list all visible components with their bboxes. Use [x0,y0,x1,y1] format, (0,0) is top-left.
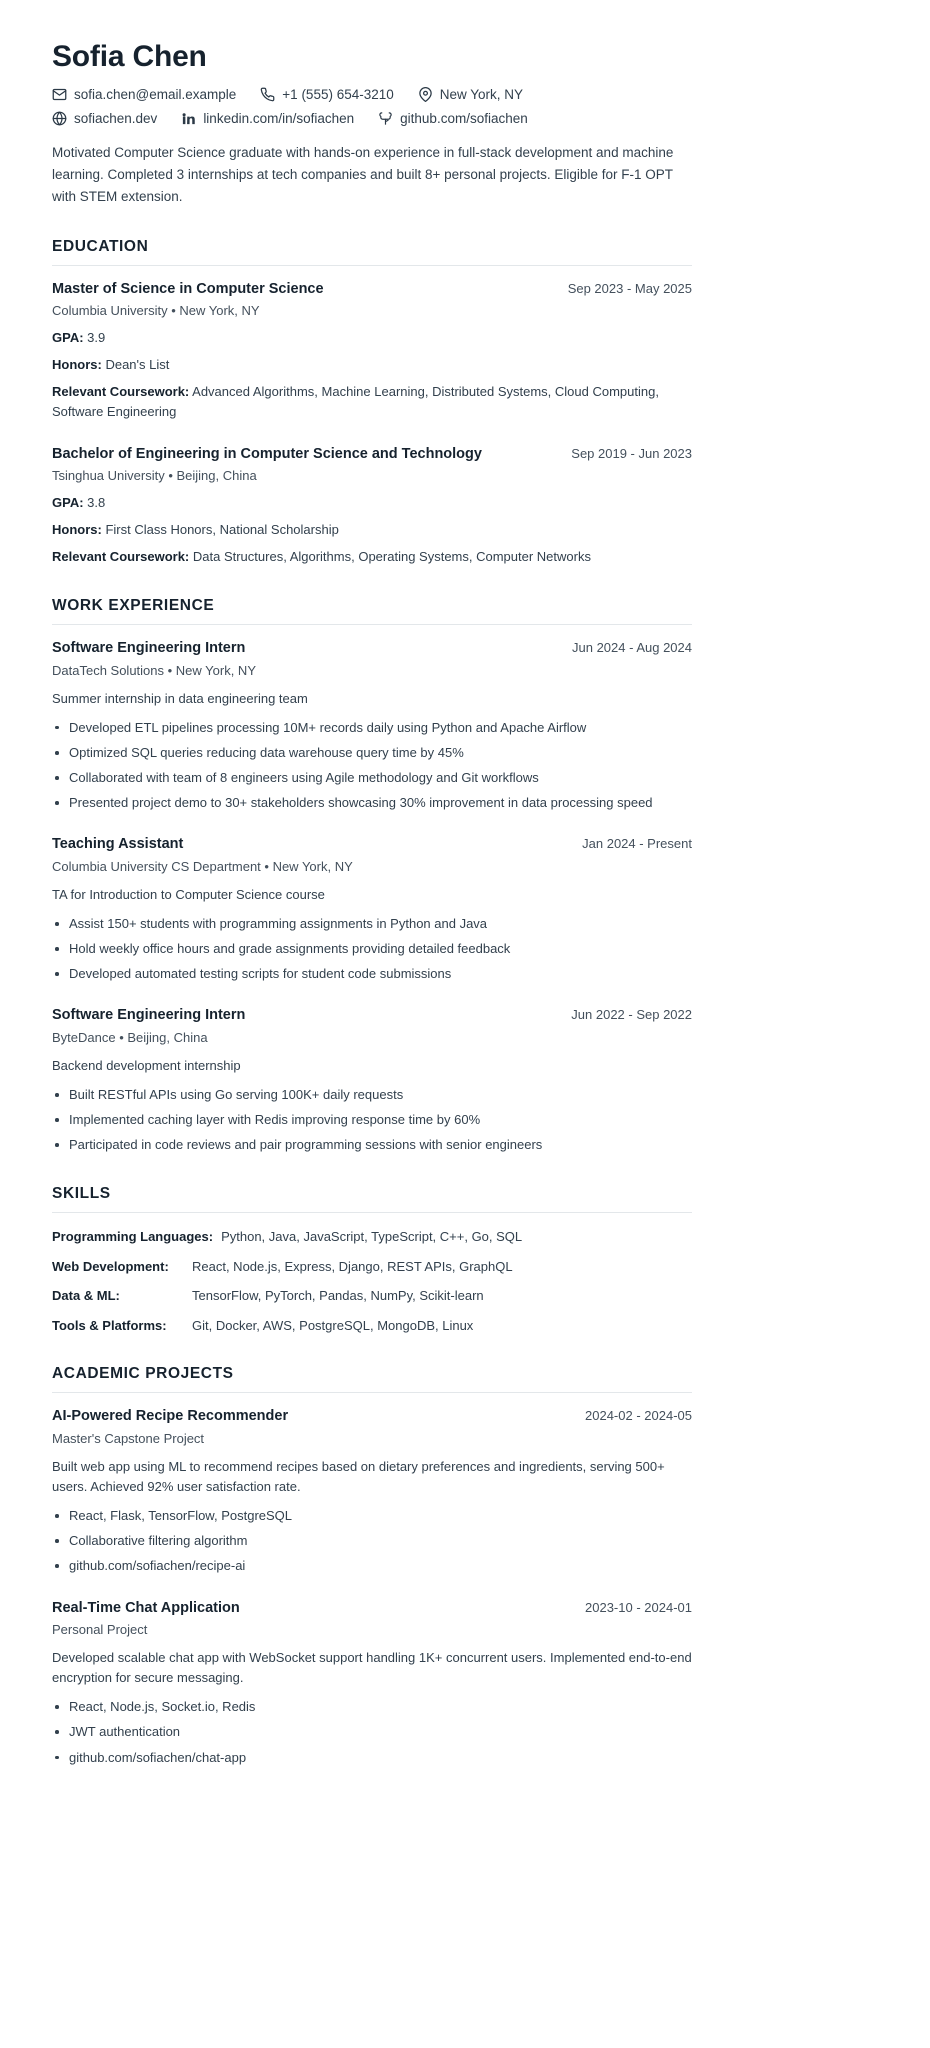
project-bullet-list [52,1506,692,1576]
education-school: Tsinghua University • Beijing, China [52,468,257,484]
work-entry [52,1006,692,1155]
link-linkedin[interactable] [181,111,354,126]
project-entry [52,1599,692,1768]
location-pin-icon [418,87,433,102]
education-gpa [52,328,692,348]
skill-values: React, Node.js, Express, Django, REST APIs, GraphQL [192,1258,513,1274]
education-honors-value: First Class Honors, National Scholarship [101,522,339,538]
work-company: DataTech Solutions • New York, NY [52,662,256,678]
skill-row [52,1227,692,1247]
project-bullet: React, Flask, TensorFlow, PostgreSQL [52,1506,692,1526]
work-role: Software Engineering Intern [52,640,246,657]
contact-location-text: New York, NY [439,87,524,102]
education-entry [52,445,692,568]
education-section [52,238,692,568]
work-company: ByteDance • Beijing, China [52,1030,208,1046]
professional-summary: Motivated Computer Science graduate with hands-on experience in full-stack development and machine learning. Completed 3 internships at tech companies and built 8+ personal projects. Eligible for F-1 OPT with STEM extension. [52,145,674,204]
education-school: Columbia University • New York, NY [52,303,260,319]
skill-row [52,1286,692,1306]
education-section-title: EDUCATION [52,237,149,255]
work-bullet: Built RESTful APIs using Go serving 100K+ daily requests [52,1085,692,1105]
linkedin-icon [181,111,196,126]
project-bullet: Collaborative filtering algorithm [52,1531,692,1551]
section-divider [52,265,692,266]
work-date: Jun 2022 - Sep 2022 [571,1007,692,1023]
work-note: Backend development internship [52,1057,241,1073]
work-company: Columbia University CS Department • New York, NY [52,859,353,875]
education-gpa-value: 3.8 [83,494,106,510]
education-coursework-value: Advanced Algorithms, Machine Learning, Distributed Systems, Cloud Computing, Software Engineering [52,384,659,420]
education-degree: Bachelor of Engineering in Computer Science and Technology [52,445,482,462]
section-divider [52,624,692,625]
project-date: 2024-02 - 2024-05 [585,1408,692,1424]
project-bullet: JWT authentication [52,1722,692,1742]
contact-phone-text: +1 (555) 654-3210 [282,87,394,102]
skill-category-label: Programming Languages: [52,1229,214,1245]
education-honors-label: Honors: [52,522,102,538]
link-github-text: github.com/sofiachen [400,111,528,126]
phone-icon [260,87,275,102]
education-entry [52,280,692,423]
link-website[interactable] [52,111,157,126]
work-note: TA for Introduction to Computer Science course [52,886,325,902]
education-degree: Master of Science in Computer Science [52,280,324,297]
project-description: Built web app using ML to recommend recipes based on dietary preferences and ingredients, serving 500+ users. Achieved 92% user satisfaction rate. [52,1458,665,1494]
education-coursework-label: Relevant Coursework: [52,549,190,565]
projects-section [52,1365,692,1767]
candidate-name: Sofia Chen [52,40,207,73]
links-row [52,111,692,126]
work-date: Jun 2024 - Aug 2024 [572,640,692,656]
section-divider [52,1392,692,1393]
work-entry [52,639,692,813]
project-subtitle: Master's Capstone Project [52,1430,205,1446]
section-divider [52,1212,692,1213]
project-entry-header [52,1599,692,1619]
github-icon [378,111,393,126]
education-gpa [52,493,692,513]
education-coursework-value: Data Structures, Algorithms, Operating Systems, Computer Networks [189,549,591,565]
work-bullet-list [52,914,692,984]
education-coursework [52,382,692,422]
work-bullet: Participated in code reviews and pair programming sessions with senior engineers [52,1135,692,1155]
education-honors-value: Dean's List [101,357,170,373]
work-note: Summer internship in data engineering team [52,690,308,706]
education-coursework [52,547,692,567]
resume-sheet [52,40,692,1768]
education-date: Sep 2023 - May 2025 [567,280,692,296]
skill-values: Git, Docker, AWS, PostgreSQL, MongoDB, Linux [192,1317,474,1333]
link-github[interactable] [378,111,528,126]
project-date: 2023-10 - 2024-01 [585,1599,692,1615]
contact-location [418,87,523,102]
education-date: Sep 2019 - Jun 2023 [571,445,692,461]
skill-row [52,1316,692,1336]
project-subtitle: Personal Project [52,1622,148,1638]
education-honors [52,520,692,540]
education-coursework-label: Relevant Coursework: [52,384,190,400]
education-entry-header [52,280,692,300]
contact-row [52,87,692,102]
work-bullet: Assist 150+ students with programming assignments in Python and Java [52,914,692,934]
work-bullet: Implemented caching layer with Redis improving response time by 60% [52,1110,692,1130]
skill-values: TensorFlow, PyTorch, Pandas, NumPy, Scikit-learn [192,1288,484,1304]
work-experience-section [52,597,692,1155]
work-entry [52,835,692,984]
education-honors-label: Honors: [52,357,102,373]
education-honors [52,355,692,375]
work-bullet-list [52,1085,692,1155]
work-bullet: Developed ETL pipelines processing 10M+ records daily using Python and Apache Airflow [52,718,692,738]
education-gpa-label: GPA: [52,329,84,345]
skill-category-label: Tools & Platforms: [52,1317,167,1333]
email-icon [52,87,67,102]
work-role: Software Engineering Intern [52,1007,246,1024]
work-section-title: WORK EXPERIENCE [52,597,215,615]
work-bullet: Optimized SQL queries reducing data warehouse query time by 45% [52,743,692,763]
education-gpa-value: 3.9 [83,329,106,345]
projects-section-title: ACADEMIC PROJECTS [52,1365,234,1383]
work-bullet: Hold weekly office hours and grade assignments providing detailed feedback [52,939,692,959]
work-date: Jan 2024 - Present [582,836,692,852]
skill-category-label: Data & ML: [52,1288,120,1304]
project-name: AI-Powered Recipe Recommender [52,1408,289,1425]
work-entry-header [52,835,692,855]
work-entry-header [52,639,692,659]
work-entry-header [52,1006,692,1026]
skills-section [52,1185,692,1335]
work-role: Teaching Assistant [52,836,184,853]
project-entry-header [52,1407,692,1427]
project-bullet-link[interactable]: github.com/sofiachen/recipe-ai [52,1556,692,1576]
project-entry [52,1407,692,1576]
contact-phone[interactable] [260,87,393,102]
project-bullet-list [52,1697,692,1767]
skills-section-title: SKILLS [52,1185,111,1203]
resume-header [52,40,692,208]
skill-values: Python, Java, JavaScript, TypeScript, C++, Go, SQL [221,1229,523,1245]
link-website-text: sofiachen.dev [74,111,158,126]
work-bullet: Collaborated with team of 8 engineers using Agile methodology and Git workflows [52,768,692,788]
project-bullet-link[interactable]: github.com/sofiachen/chat-app [52,1748,692,1768]
education-gpa-label: GPA: [52,494,84,510]
project-bullet: React, Node.js, Socket.io, Redis [52,1697,692,1717]
skill-row [52,1257,692,1277]
contact-email[interactable] [52,87,236,102]
link-linkedin-text: linkedin.com/in/sofiachen [203,111,355,126]
contact-email-text: sofia.chen@email.example [74,87,237,102]
skill-category-label: Web Development: [52,1258,169,1274]
work-bullet: Presented project demo to 30+ stakeholders showcasing 30% improvement in data processing speed [52,793,692,813]
work-bullet: Developed automated testing scripts for student code submissions [52,964,692,984]
project-name: Real-Time Chat Application [52,1599,240,1616]
education-entry-header [52,445,692,465]
globe-icon [52,111,67,126]
work-bullet-list [52,718,692,814]
project-description: Developed scalable chat app with WebSocket support handling 1K+ concurrent users. Implemented end-to-end encryption for secure messaging. [52,1649,692,1686]
